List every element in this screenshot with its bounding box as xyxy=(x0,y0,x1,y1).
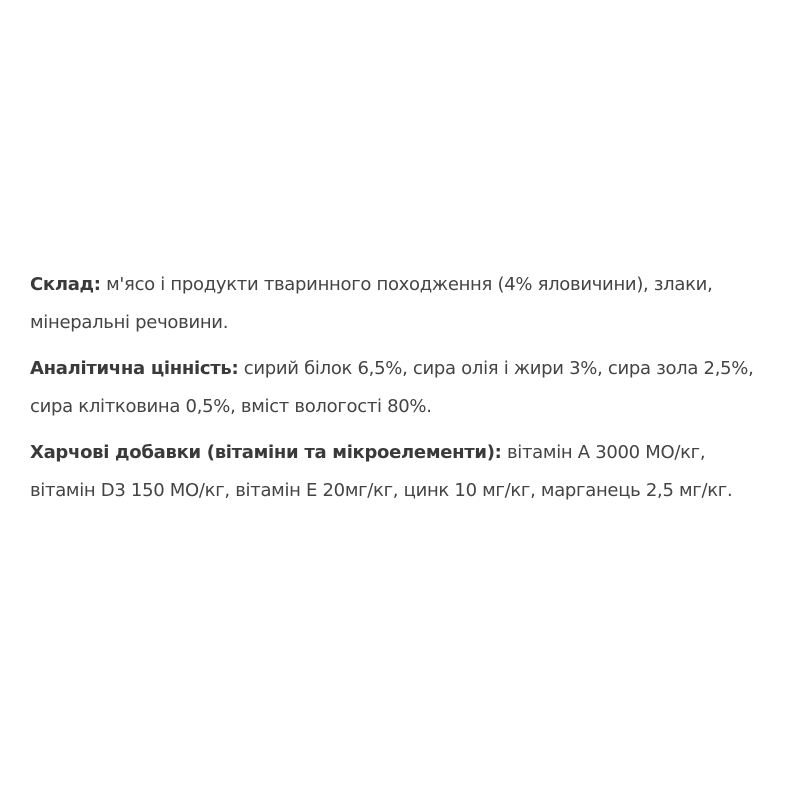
composition-label: Склад: xyxy=(30,274,101,295)
product-composition xyxy=(30,266,776,518)
analytical-value-label: Аналітична цінність: xyxy=(30,358,239,379)
analytical-value-text: сирий білок 6,5%, сира олія і жири 3%, сира зола 2,5%, сира клітковина 0,5%, вміст вологості 80%. xyxy=(30,358,754,417)
additives-text: вітамін А 3000 МО/кг, вітамін D3 150 МО/кг, вітамін Е 20мг/кг, цинк 10 мг/кг, марганець 2,5 мг/кг. xyxy=(30,442,733,501)
analytical-value-paragraph xyxy=(30,350,776,426)
composition-paragraph xyxy=(30,266,776,342)
composition-text: м'ясо і продукти тваринного походження (4% яловичини), злаки, мінеральні речовини. xyxy=(30,274,713,333)
additives-label: Харчові добавки (вітаміни та мікроелементи): xyxy=(30,442,502,463)
additives-paragraph xyxy=(30,434,776,510)
